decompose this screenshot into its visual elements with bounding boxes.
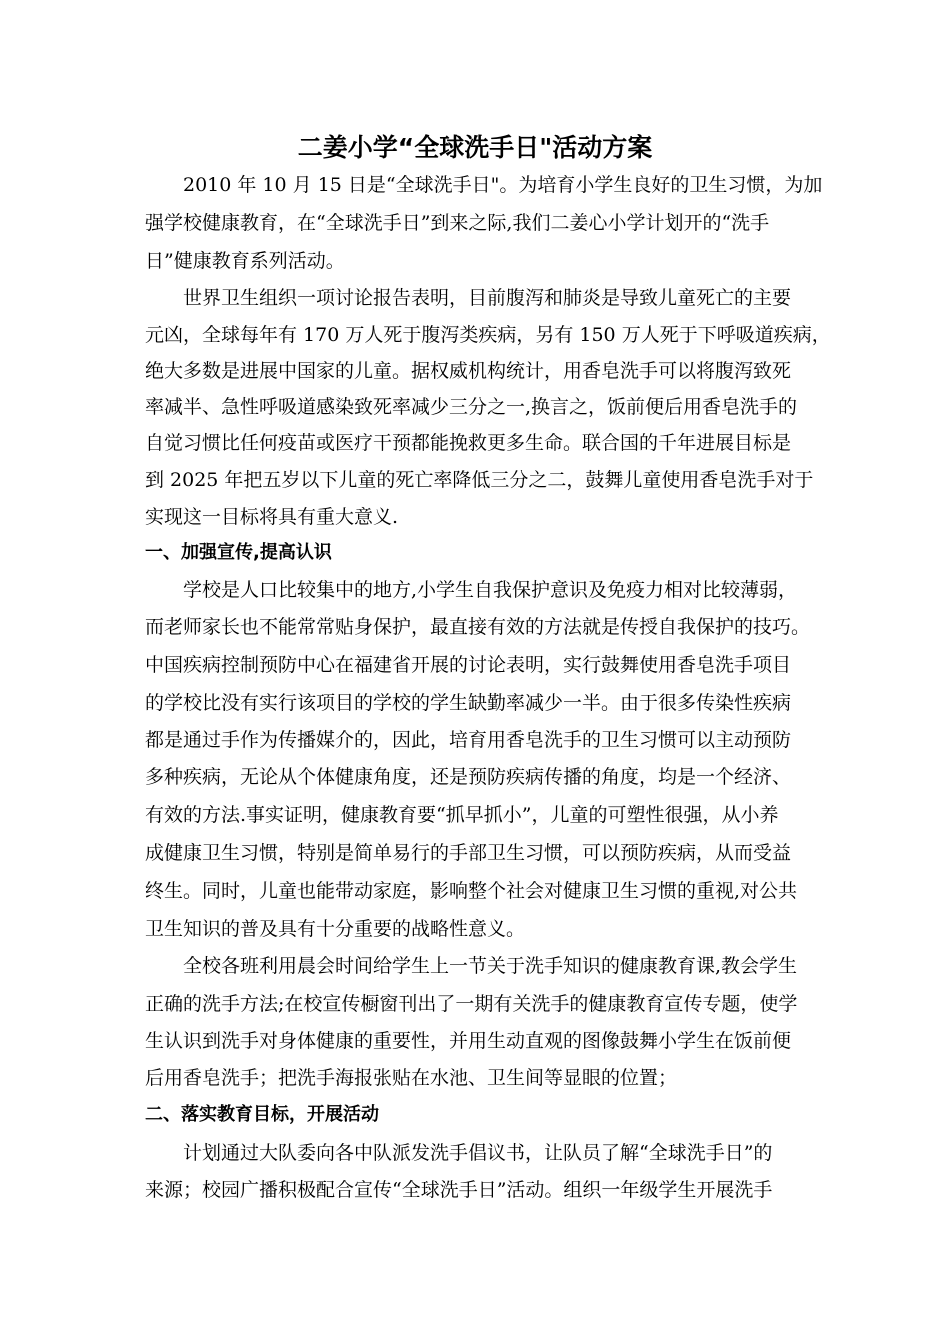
paragraph-line: 学校是人口比较集中的地方,小学生自我保护意识及免疫力相对比较薄弱， xyxy=(183,579,798,601)
section-heading-1: 一、加强宣传,提高认识 xyxy=(145,542,332,563)
paragraph-line: 来源；校园广播积极配合宣传“全球洗手日”活动。组织一年级学生开展洗手 xyxy=(145,1179,773,1201)
paragraph-line: 的学校比没有实行该项目的学校的学生缺勤率减少一半。由于很多传染性疾病 xyxy=(145,692,792,714)
paragraph-line: 到 2025 年把五岁以下儿童的死亡率降低三分之二，鼓舞儿童使用香皂洗手对于 xyxy=(145,469,814,491)
section-heading-2: 二、落实教育目标，开展活动 xyxy=(145,1104,379,1125)
paragraph-line: 都是通过手作为传播媒介的，因此，培育用香皂洗手的卫生习惯可以主动预防 xyxy=(145,729,792,751)
paragraph-line: 率减半、急性呼吸道感染致死率减少三分之一,换言之，饭前便后用香皂洗手的 xyxy=(145,396,798,418)
paragraph-line: 日”健康教育系列活动。 xyxy=(145,250,345,272)
paragraph-line: 实现这一目标将具有重大意义. xyxy=(145,506,399,528)
paragraph-line: 生认识到洗手对身体健康的重要性，并用生动直观的图像鼓舞小学生在饭前便 xyxy=(145,1030,792,1052)
paragraph-line: 2010 年 10 月 15 日是“全球洗手日"。为培育小学生良好的卫生习惯，为加 xyxy=(183,174,823,196)
paragraph-line: 全校各班利用晨会时间给学生上一节关于洗手知识的健康教育课,教会学生 xyxy=(183,955,798,977)
paragraph-line: 终生。同时，儿童也能带动家庭，影响整个社会对健康卫生习惯的重视,对公共 xyxy=(145,880,798,902)
paragraph-line: 强学校健康教育，在“全球洗手日”到来之际,我们二姜心小学计划开的“洗手 xyxy=(145,212,770,234)
paragraph-line: 自觉习惯比任何疫苗或医疗干预都能挽救更多生命。联合国的千年进展目标是 xyxy=(145,432,792,454)
paragraph-line: 元凶，全球每年有 170 万人死于腹泻类疾病，另有 150 万人死于下呼吸道疾病， xyxy=(145,324,831,346)
paragraph-line: 后用香皂洗手；把洗手海报张贴在水池、卫生间等显眼的位置； xyxy=(145,1067,678,1089)
paragraph-line: 成健康卫生习惯，特别是简单易行的手部卫生习惯，可以预防疾病，从而受益 xyxy=(145,842,792,864)
paragraph-line: 有效的方法.事实证明，健康教育要“抓早抓小”，儿童的可塑性很强，从小养 xyxy=(145,804,779,826)
document-title: 二姜小学“全球洗手日"活动方案 xyxy=(297,133,653,162)
paragraph-line: 卫生知识的普及具有十分重要的战略性意义。 xyxy=(145,918,526,940)
paragraph-line: 多种疾病，无论从个体健康角度，还是预防疾病传播的角度，均是一个经济、 xyxy=(145,766,792,788)
paragraph-line: 计划通过大队委向各中队派发洗手倡议书，让队员了解“全球洗手日”的 xyxy=(183,1142,773,1164)
paragraph-line: 正确的洗手方法;在校宣传橱窗刊出了一期有关洗手的健康教育宣传专题，使学 xyxy=(145,993,798,1015)
paragraph-line: 中国疾病控制预防中心在福建省开展的讨论表明，实行鼓舞使用香皂洗手项目 xyxy=(145,654,792,676)
paragraph-line: 世界卫生组织一项讨论报告表明，目前腹泻和肺炎是导致儿童死亡的主要 xyxy=(183,287,792,309)
paragraph-line: 而老师家长也不能常常贴身保护，最直接有效的方法就是传授自我保护的技巧。 xyxy=(145,616,811,638)
paragraph-line: 绝大多数是进展中国家的儿童。据权威机构统计，用香皂洗手可以将腹泻致死 xyxy=(145,360,792,382)
